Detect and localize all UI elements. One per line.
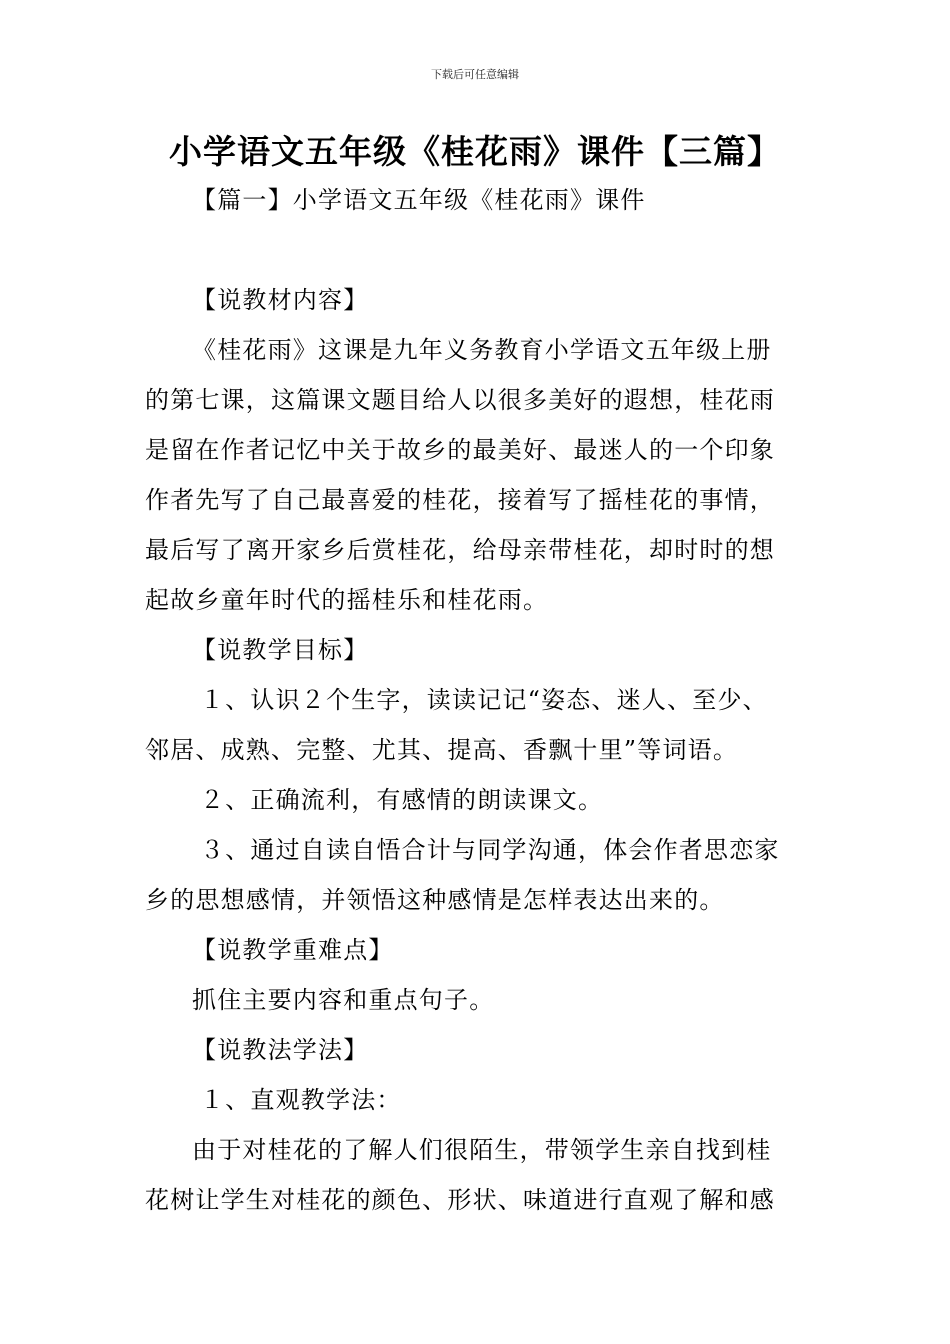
paragraph-line: 作者先写了自己最喜爱的桂花，接着写了摇桂花的事情，: [145, 486, 775, 514]
key-points-text: 抓住主要内容和重点句子。: [192, 986, 495, 1014]
goal-item-2: ２、正确流利，有感情的朗读课文。: [200, 786, 604, 814]
goal-item-1: １、认识２个生字，读读记记“姿态、迷人、至少、: [200, 686, 768, 714]
paragraph-line: 花树让学生对桂花的颜色、形状、味道进行直观了解和感: [145, 1186, 775, 1214]
paragraph-line: 的第七课，这篇课文题目给人以很多美好的遐想，桂花雨: [145, 386, 775, 414]
paragraph-line: 起故乡童年时代的摇桂乐和桂花雨。: [145, 586, 549, 614]
heading-teaching-goals: 【说教学目标】: [192, 636, 369, 664]
heading-textbook-content: 【说教材内容】: [192, 286, 369, 314]
paragraph-line: 由于对桂花的了解人们很陌生，带领学生亲自找到桂: [192, 1136, 772, 1164]
paragraph-line: 《桂花雨》这课是九年义务教育小学语文五年级上册: [192, 336, 772, 364]
heading-key-points: 【说教学重难点】: [192, 936, 394, 964]
header-note: 下载后可任意编辑: [431, 68, 519, 81]
paragraph-line: 最后写了离开家乡后赏桂花，给母亲带桂花，却时时的想: [145, 536, 775, 564]
document-title: 小学语文五年级《桂花雨》课件【三篇】: [169, 132, 781, 171]
goal-item-1-cont: 邻居、成熟、完整、尤其、提高、香飘十里”等词语。: [145, 736, 739, 764]
method-item-1: １、直观教学法：: [200, 1086, 402, 1114]
section-heading-part-one: 【篇一】小学语文五年级《桂花雨》课件: [192, 186, 646, 214]
heading-teaching-methods: 【说教法学法】: [192, 1036, 369, 1064]
paragraph-line: 是留在作者记忆中关于故乡的最美好、最迷人的一个印象: [145, 436, 775, 464]
goal-item-3-cont: 乡的思想感情，并领悟这种感情是怎样表达出来的。: [145, 886, 725, 914]
goal-item-3: ３、通过自读自悟合计与同学沟通，体会作者思恋家: [200, 836, 780, 864]
